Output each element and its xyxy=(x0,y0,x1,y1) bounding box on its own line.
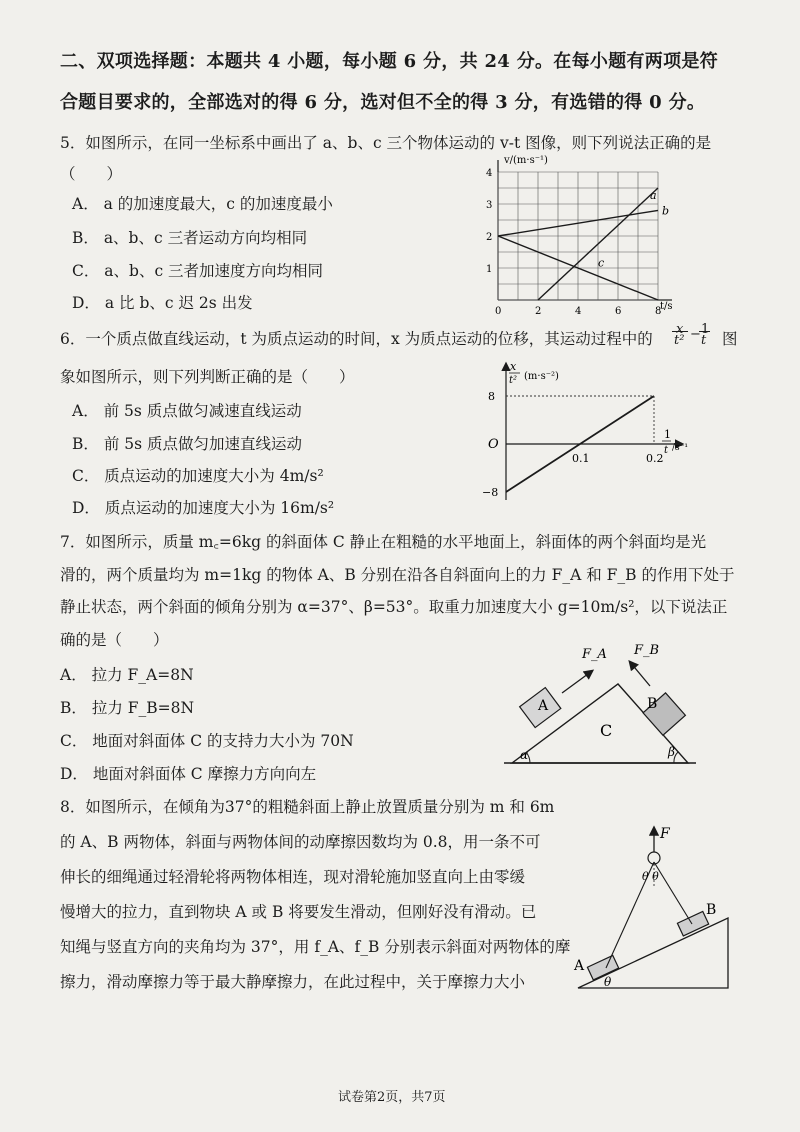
q5-option-b: B． a、b、c 三者运动方向均相同 xyxy=(72,229,308,247)
q5-stem: 5．如图所示，在同一坐标系中画出了 a、b、c 三个物体运动的 v-t 图像，则下列说法正确的是 xyxy=(60,134,712,152)
q6-y-tick-8: 8 xyxy=(488,390,495,403)
q5-line-label-c: c xyxy=(598,256,605,270)
q7-stem-line2: 滑的，两个质量均为 m=1kg 的物体 A、B 分别在沿各自斜面向上的力 F_A 和 F_B 的作用下处于 xyxy=(60,566,735,584)
q8-block-b xyxy=(677,911,708,936)
q6-inline-fraction-expr xyxy=(672,322,720,358)
q6-option-a: A． 前 5s 质点做匀减速直线运动 xyxy=(72,402,302,420)
q6-frac-bar-1 xyxy=(672,331,688,332)
q5-y-tick-0: 1 xyxy=(486,264,493,275)
q6-y-label-x: x xyxy=(510,360,517,373)
q7-force-a-label: F_A xyxy=(582,647,607,662)
q6-stem: 6．一个质点做直线运动，t 为质点运动的时间，x 为质点运动的位移，其运动过程中的 xyxy=(60,330,653,348)
q6-graph xyxy=(478,358,698,508)
q6-y-axis-unit: (m·s⁻²) xyxy=(524,371,559,382)
q6-option-c: C． 质点运动的加速度大小为 4m/s² xyxy=(72,467,324,485)
q8-line-2: 的 A、B 两物体，斜面与两物体间的动摩擦因数均为 0.8，用一条不可 xyxy=(60,833,541,851)
q5-x-tick-0: 0 xyxy=(495,306,502,317)
q7-force-b-arrow xyxy=(630,662,650,686)
q5-option-d: D． a 比 b、c 迟 2s 出发 xyxy=(72,294,253,312)
q6-frac-x: x xyxy=(676,322,684,337)
q6-option-b: B． 前 5s 质点做匀加速直线运动 xyxy=(72,435,302,453)
q8-incline xyxy=(578,918,728,988)
q5-line-label-b: b xyxy=(662,204,670,218)
q7-option-a: A． 拉力 F_A=8N xyxy=(60,666,194,684)
q7-angle-beta: β xyxy=(668,745,675,759)
q8-rope-right xyxy=(654,862,692,924)
q6-frac-one: 1 xyxy=(701,322,710,337)
section-heading-line2: 合题目要求的，全部选对的得 6 分，选对但不全的得 3 分，有选错的得 0 分。 xyxy=(60,92,706,113)
q8-force-label: F xyxy=(660,826,670,842)
q6-option-d: D． 质点运动的加速度大小为 16m/s² xyxy=(72,499,335,517)
q8-line-3: 伸长的细绳通过轻滑轮将两物体相连，现对滑轮施加竖直向上由零缓 xyxy=(60,868,526,886)
q5-option-a: A． a 的加速度最大，c 的加速度最小 xyxy=(72,195,333,213)
q8-line-5: 知绳与竖直方向的夹角均为 37°，用 f_A、f_B 分别表示斜面对两物体的摩 xyxy=(60,938,571,956)
q8-line-6: 擦力，滑动摩擦力等于最大静摩擦力，在此过程中，关于摩擦力大小 xyxy=(60,973,526,991)
q7-option-d: D． 地面对斜面体 C 摩擦力方向向左 xyxy=(60,765,317,783)
q5-y-tick-3: 4 xyxy=(486,168,493,179)
q5-x-tick-3: 6 xyxy=(615,306,622,317)
q5-vt-chart xyxy=(470,150,680,322)
q5-line-label-a: a xyxy=(650,189,657,203)
q8-incline-angle: θ xyxy=(604,975,612,989)
q7-label-a: A xyxy=(538,698,549,714)
q6-stem-tail: 图 xyxy=(722,330,738,348)
q5-y-tick-2: 3 xyxy=(486,200,493,211)
q8-rope-angles: θ θ xyxy=(642,870,659,883)
q5-x-tick-1: 2 xyxy=(535,306,542,317)
q6-frac-bar-2 xyxy=(699,331,710,332)
q5-x-tick-4: 8 xyxy=(655,306,662,317)
q7-label-b: B xyxy=(647,696,658,712)
q8-line-4: 慢增大的拉力，直到物块 A 或 B 将要发生滑动，但刚好没有滑动。已 xyxy=(60,903,537,921)
q6-origin-label: O xyxy=(488,437,499,452)
q7-wedge-figure xyxy=(500,638,700,768)
q8-line-1: 8．如图所示，在倾角为37°的粗糙斜面上静止放置质量分别为 m 和 6m xyxy=(60,798,555,816)
q7-label-c: C xyxy=(600,721,613,740)
q7-option-c: C． 地面对斜面体 C 的支持力大小为 70N xyxy=(60,732,354,750)
q6-x-label-t: t xyxy=(664,445,669,456)
page-footer: 试卷第2页，共7页 xyxy=(338,1090,446,1105)
q8-label-b: B xyxy=(706,902,717,918)
q7-force-b-label: F_B xyxy=(634,643,660,658)
q5-bracket: （ ） xyxy=(60,165,123,183)
q7-force-a-arrow xyxy=(562,671,592,693)
q8-pulley-figure xyxy=(568,818,743,998)
q5-x-tick-2: 4 xyxy=(575,306,582,317)
q5-option-c: C． a、b、c 三者加速度方向均相同 xyxy=(72,262,324,280)
q7-stem-line4: 确的是（ ） xyxy=(60,631,169,649)
q7-stem-line1: 7．如图所示，质量 m꜀=6kg 的斜面体 C 静止在粗糙的水平地面上，斜面体的两个斜面均是光 xyxy=(60,533,707,551)
q6-y-label-t2: t² xyxy=(509,375,518,386)
q6-stem-line2: 象如图所示，则下列判断正确的是（ ） xyxy=(60,368,355,386)
q6-frac-minus: − xyxy=(690,327,701,342)
q6-frac-t: t xyxy=(701,333,707,348)
q8-label-a: A xyxy=(574,958,585,974)
q7-option-b: B． 拉力 F_B=8N xyxy=(60,699,195,717)
q6-x-tick-0.1: 0.1 xyxy=(572,452,590,465)
q5-y-tick-1: 2 xyxy=(486,232,493,243)
q6-x-tick-0.2: 0.2 xyxy=(646,452,664,465)
q6-x-axis-unit: /s⁻¹ xyxy=(672,443,689,453)
q6-x-label-one: 1 xyxy=(664,428,671,441)
q6-y-tick-neg8: −8 xyxy=(482,486,499,499)
q6-frac-t2: t² xyxy=(674,333,685,348)
section-heading-line1: 二、双项选择题：本题共 4 小题，每小题 6 分，共 24 分。在每小题有两项是符 xyxy=(60,51,718,72)
q5-y-axis-label: v/(m·s⁻¹) xyxy=(504,155,548,166)
q7-stem-line3: 静止状态，两个斜面的倾角分别为 α=37°、β=53°。取重力加速度大小 g=10m/s²，以下说法正 xyxy=(60,598,728,616)
q7-angle-alpha: α xyxy=(520,748,529,762)
q5-x-axis-label: t/s xyxy=(660,301,673,312)
